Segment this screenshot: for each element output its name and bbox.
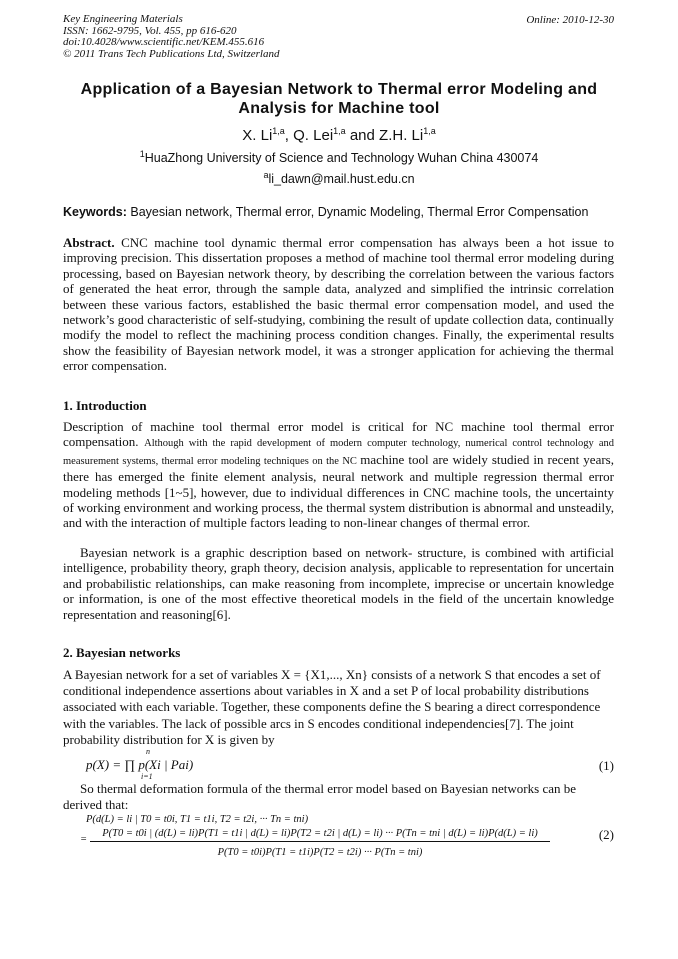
header-line: Key Engineering Materials	[63, 13, 183, 25]
email-text[interactable]: li_dawn@mail.hust.edu.cn	[268, 172, 415, 187]
author-sup: 1,a	[423, 126, 436, 136]
abstract-label: Abstract.	[63, 235, 115, 250]
text: Description of machine tool thermal error model is critical for NC machine tool thermal error compensation.	[63, 419, 614, 450]
equation-number: (1)	[598, 758, 614, 773]
eq1-text: p(X) = ∏ p(Xi | Pai)	[86, 757, 194, 772]
eq2-numerator: P(T0 = t0i | (d(L) = li)P(T1 = t1i | d(L) = li)P(T2 = t2i | d(L) = li) ··· P(Tn = tni | d(L) = li)P(d(L) = li)	[90, 828, 550, 842]
section-heading: 1. Introduction	[63, 398, 147, 413]
header-line: © 2011 Trans Tech Publications Ltd, Switzerland	[63, 47, 280, 60]
authors	[50, 126, 628, 144]
author-sup: 1,a	[333, 126, 346, 136]
paper-title: Application of a Bayesian Network to Thermal error Modeling and Analysis for Machine tool	[80, 81, 598, 117]
text: machine tool are widely studied in recent years, there has emerged the finite element analysis, neural network and multiple regression thermal error modeling methods [1~5], however, due to individual differences in CNC machine tools, the uncertainty of working environment and working process, the thermal system distribution is abnormal and unsteadily, and with the interaction of multiple factors leading to non-linear changes of thermal error.	[63, 451, 614, 531]
email-sup: a	[263, 170, 269, 180]
equation-number: (2)	[598, 827, 614, 842]
author: and Z.H. Li	[345, 127, 424, 144]
header-line: doi:10.4028/www.scientific.net/KEM.455.616	[63, 36, 265, 48]
email	[50, 170, 628, 186]
eq1-sup: n	[146, 747, 150, 756]
bn-paragraph: A Bayesian network for a set of variables X = {X1,..., Xn} consists of a network S that encodes a set of conditional independence assertions about variables in X and a set P of local probability distributions associated with each variable. Together, these components define the S bearing a direct correspondence with the variables. The lack of possible arcs in S encodes conditional independencies[7]. The joint probability distribution for X is given by	[63, 667, 601, 747]
keywords	[63, 205, 614, 219]
section-heading: 2. Bayesian networks	[63, 645, 181, 660]
intro-paragraph: Bayesian network is a graphic description based on network- structure, is combined with artificial intelligence, probability theory, graph theory, decision analysis, applicable to representation for uncertain and probabilistic relationships, can make reasoning from incomplete, imprecise or uncertain knowledge or information, is one of the most effective theoretical models in the field of the uncertain knowledge representation and reasoning[6].	[63, 545, 614, 622]
eq2-denominator: P(T0 = t0i)P(T1 = t1i)P(T2 = t2i) ··· P(Tn = tni)	[217, 847, 423, 858]
affiliation	[50, 149, 628, 165]
aff-text: HuaZhong University of Science and Technology Wuhan China 430074	[144, 151, 539, 166]
equation-1	[86, 747, 386, 781]
online-date: Online: 2010-12-30	[526, 14, 614, 26]
intro-paragraph	[63, 419, 614, 531]
text: Although with the rapid development of modern computer technology, numerical control technology and measurement systems, thermal error modeling techniques on the NC	[63, 438, 614, 467]
keywords-text: Bayesian network, Thermal error, Dynamic Modeling, Thermal Error Compensation	[126, 205, 589, 219]
eq1-sub: i=1	[141, 772, 153, 781]
keywords-label: Keywords:	[63, 205, 127, 219]
header-line: ISSN: 1662-9795, Vol. 455, pp 616-620	[63, 24, 237, 37]
eq2-lhs: P(d(L) = li | T0 = t0i, T1 = t1i, T2 = t2i, ··· Tn = tni)	[86, 814, 309, 825]
abstract	[63, 235, 614, 374]
eq2-equals: =	[80, 834, 88, 845]
author-sup: 1,a	[272, 126, 285, 136]
author: , Q. Lei	[284, 127, 334, 144]
author: X. Li	[242, 127, 273, 144]
derivation-paragraph: So thermal deformation formula of the thermal error model based on Bayesian networks can be derived that:	[63, 781, 577, 812]
abstract-text: CNC machine tool dynamic thermal error compensation has always been a hot issue to improving precision. This dissertation proposes a method of machine tool thermal error modeling during processing, based on Bayesian network theory, by describing the correlation between the various factors of generated the heat error, through the sample data, analyzed and simplified the intrinsic correlation between these various factors, established the basic thermal error compensation model, and used the network’s good characteristic of self-studying, combining the result of update collection data, continually modify the model to reflect the machining process condition changes. Finally, the experimental results show the feasibility of Bayesian network model, it was a stronger application for achieving the thermal error compensation.	[63, 235, 614, 374]
aff-sup: 1	[139, 149, 145, 159]
